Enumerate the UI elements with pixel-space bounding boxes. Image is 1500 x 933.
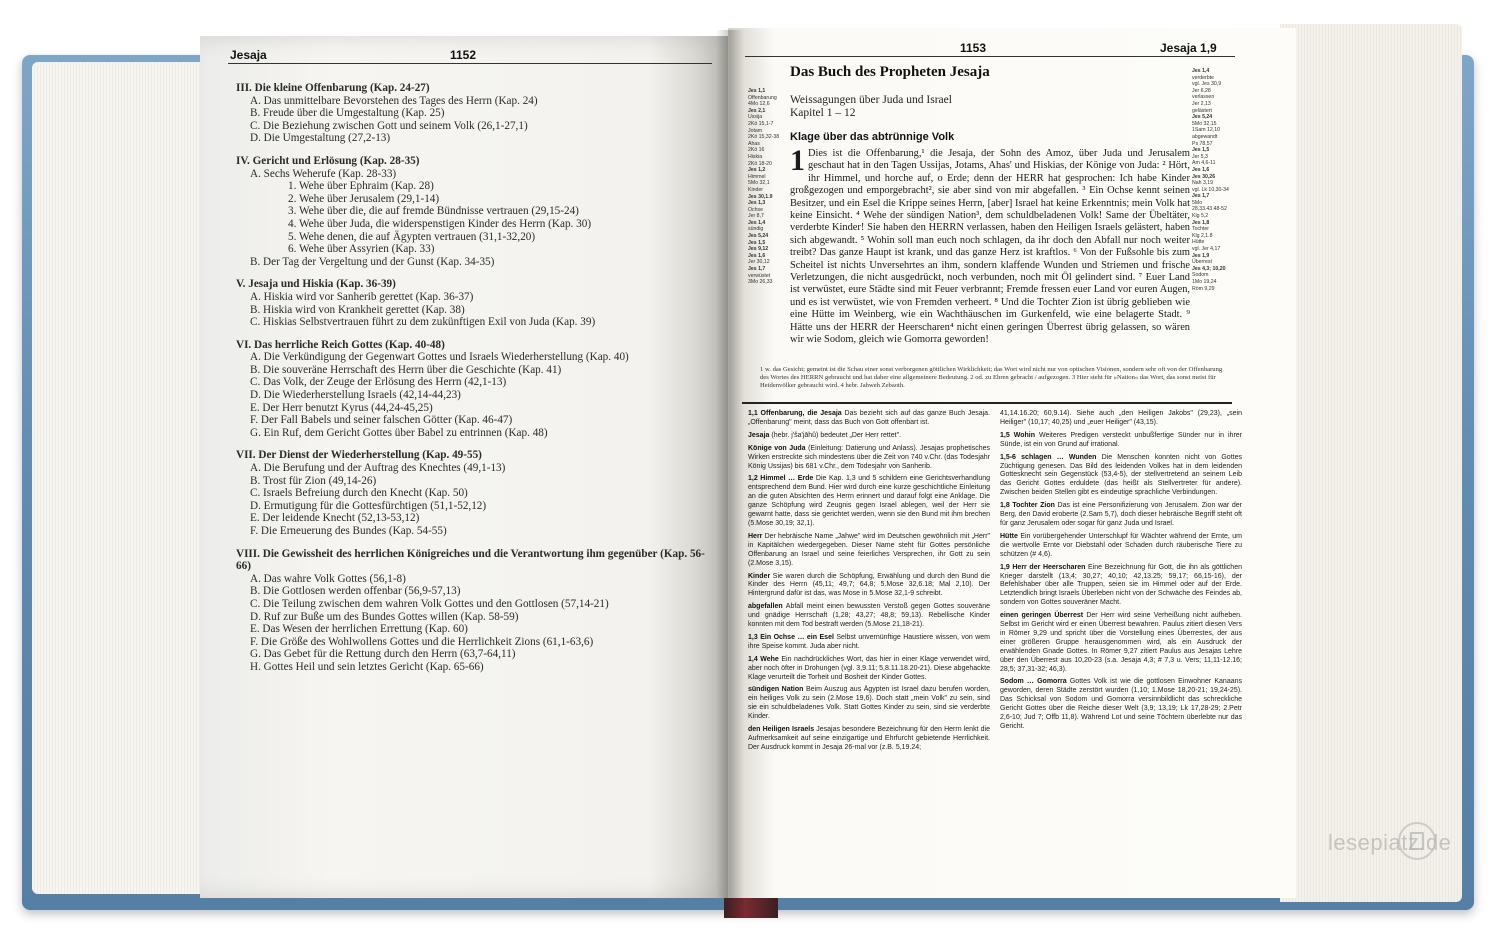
watermark: lesepiatz.de — [1328, 830, 1452, 855]
margin-reference: 5Mo — [1192, 199, 1203, 206]
margin-reference: Jes 5,24 — [748, 233, 769, 240]
left-header-rule — [228, 63, 712, 64]
margin-reference: Jes 1,6 — [1192, 166, 1210, 173]
outline-item: B. Hiskia wird von Krankheit gerettet (Kap. 38) — [250, 303, 465, 316]
commentary-entry — [748, 634, 990, 652]
commentary-keyword: 1,5-6 schlagen … Wunden — [1000, 453, 1102, 461]
division-title — [790, 94, 952, 120]
right-page-edges — [1280, 24, 1462, 902]
margin-reference: 1Mo 19,24 — [1192, 279, 1217, 285]
commentary-keyword: 1,2 Himmel … Erde — [748, 475, 816, 483]
margin-reference: Klg 5,2 — [1192, 213, 1209, 220]
outline-item: G. Ein Ruf, dem Gericht Gottes über Babel zu entrinnen (Kap. 48) — [250, 426, 548, 439]
margin-reference: Hütte — [1192, 239, 1205, 246]
watermark-book-icon — [1398, 822, 1436, 860]
commentary-text: Abfall meint einen bewussten Verstoß gegen Gottes souveräne und gnädige Herrschaft (1,28; 43,27; 48,8; 59,13). Rebellische Kinder konnten mit dem Tod bestraft werden (5.Mose 21,18-21). — [748, 603, 990, 629]
outline-item: E. Das Wesen der herrlichen Errettung (Kap. 60) — [250, 623, 468, 636]
division-title-text: Weissagungen über Juda und Israel — [790, 94, 952, 106]
margin-reference: Jes 1,2 — [748, 167, 766, 174]
margin-reference: Jes 1,5 — [1192, 147, 1210, 154]
margin-reference: Jes 9,12 — [748, 246, 769, 253]
margin-reference: Jes 1,3 — [748, 200, 766, 207]
chapter-number: 1 — [790, 144, 805, 177]
outline-item: 5. Wehe denen, die auf Ägypten vertrauen (31,1-32,20) — [288, 230, 536, 243]
margin-reference: Überrest — [1192, 259, 1212, 266]
commentary-entry — [748, 475, 990, 528]
verse-body: Dies ist die Offenbarung,¹ die Jesaja, der Sohn des Amoz, über Juda und Jerusalem geschaut hat in den Tagen Ussijas, Jotams, Ahas' und Hiskias, der Könige von Juda: ² Hört, ihr Himmel, und horche auf, o Erde; denn der HERR hat gesprochen: Ich habe Kinder großgezogen und emporgebracht², sie aber sind von mir abgefallen. ³ Ein Ochse kennt seinen Besitzer, und ein Esel die Krippe seines Herrn, [aber] Israel hat keine Erkenntnis; mein Volk hat keine Einsicht. ⁴ Wehe der sündigen Nation³, dem schuldbeladenen Volk! Same der Übeltäter, verderbte Kinder! Sie haben den HERRN verlassen, haben den Heiligen Israels gelästert, haben sich abgewandt. ⁵ Wohin soll man euch noch schlagen, da ihr doch den Abfall nur noch weiter treibt? Das ganze Haupt ist krank, und das ganze Herz ist kraftlos. ⁶ Von der Fußsohle bis zum Scheitel ist nichts Unversehrtes an ihm, sondern klaffende Wunden und Striemen und frische Verletzungen, die nicht ausgedrückt, noch verbunden, noch mit Öl gelindert sind. ⁷ Euer Land ist verwüstet, eure Städte sind mit Feuer verbrannt; Fremde fressen euer Land vor euren Augen, und es ist verwüstet, wie von Fremden verheert. ⁸ Und die Tochter Zion ist übrig geblieben wie eine Hütte im Weinberg, wie ein Wachthäuschen im Gurkenfeld, wie eine belagerte Stadt. ⁹ Hätte uns der HERR der Heerscharen⁴ nicht einen geringen Überrest übrig gelassen, so wären wir wie Sodom, gleich wie Gomorra geworden! — [790, 148, 1190, 346]
margin-reference: Jes 1,4 — [748, 219, 766, 226]
margin-reference: Jes 30,26 — [1192, 173, 1216, 180]
outline-item: A. Das unmittelbare Bevorstehen des Tages des Herrn (Kap. 24) — [250, 94, 538, 107]
outline-item: 4. Wehe über Juda, die widerspenstigen Kinder des Herrn (Kap. 30) — [288, 217, 592, 230]
outline-item: E. Der Herr benutzt Kyrus (44,24-45,25) — [250, 401, 433, 414]
outline-item: B. Die Gottlosen werden offenbar (56,9-57,13) — [250, 585, 461, 598]
margin-reference: 3Mo 26,33 — [748, 279, 773, 286]
commentary-entry — [1000, 612, 1242, 674]
commentary-entry — [748, 432, 990, 441]
margin-reference: Jes 1,6 — [748, 252, 766, 259]
footnotes: 1 w. das Gesicht; gemeint ist die Schau einer sonst verborgenen göttlichen Wirklichkeit; das Wort wird nicht nur von optischen Visionen, sondern sehr oft von der Offenbarung des Wortes des HERRN gebraucht und hat daher eine allgemeinere Bedeutung. 2 od. zu Ehren gebracht / aufgezogen. 3 Hier steht für »Nation« das Wort, das sonst meist für Heidenvölker gebraucht wird. 4 hebr. Jahweh Zebaoth. — [760, 366, 1223, 389]
commentary-text: Das ist eine Personifizierung von Jerusalem. Zion war der Berg, den David eroberte (2.Sam 5,7), doch dieser hebräische Begriff steht oft für ganz Jerusalem oder sogar für ganz Juda und Israel. — [1000, 502, 1242, 527]
commentary-entry — [1000, 678, 1242, 731]
margin-reference: verlassen — [1192, 94, 1215, 101]
commentary-text: Gottes Volk ist wie die gottlosen Einwohner Kanaans geworden, deren Städte zerstört wurden (1,10; 1.Mose 18,20-21; 19,24-25). Das Schicksal von Sodom und Gomorra versinnbildlicht das schreckliche Gericht Gottes über die Reiche dieser Welt (3,9; 13,19; Lk 17,28-29; 2.Petr 2,6-10; Jud 7; Offb 11,8). Während Lot und seine Töchtern überlebte nur das Gericht. — [1000, 678, 1242, 730]
commentary-text: (Einleitung: Datierung und Anlass). Jesajas prophetisches Wirken erstreckte sich mindestens über die Zeit von 740 v.Chr. (das Todesjahr König Ussijas) bis 681 v.Chr., dem Todesjahr von Sanherib. — [748, 444, 990, 470]
outline-item: C. Israels Befreiung durch den Knecht (Kap. 50) — [250, 487, 468, 500]
margin-reference: Ochse — [748, 206, 763, 213]
margin-reference: 2Kö 15,1-7 — [748, 120, 774, 127]
commentary-text: Eine Bezeichnung für Gott, die ihn als göttlichen Krieger darstellt (13,4; 30,27; 40,10; 42,13.25; 59,17; 66,15-16), der Befehlshaber über alle Truppen, seien sie im Himmel oder auf der Erde. Letztendlich bringt Israels Überleben nicht von der Schwäche des Feindes ab, sondern von Gottes souveräner Macht. — [1000, 563, 1242, 607]
left-page-number: 1152 — [450, 48, 477, 62]
outline-section — [236, 278, 706, 328]
gutter-shadow — [716, 30, 744, 898]
commentary-text: Jesajas besondere Bezeichnung für den Herrn lenkt die Aufmerksamkeit auf seine einzigartige und Ehrfurcht gebietende Herrlichkeit. Der Ausdruck kommt in Jesaja 26-mal vor (z.B. 5,19.24; — [748, 726, 990, 751]
commentary-entry — [748, 410, 990, 428]
margin-reference: Ps 78,57 — [1192, 140, 1213, 147]
margin-reference: vgl. Jes 30,9 — [1192, 81, 1222, 88]
outline-section-title: VIII. Die Gewissheit des herrlichen Königreiches und die Verantwortung ihm gegenüber (Kap. 56-66) — [236, 547, 705, 573]
outline-item: B. Trost für Zion (49,14-26) — [250, 474, 377, 487]
commentary-text: Beim Auszug aus Ägypten ist Israel dazu berufen worden, ein heiliges Volk zu sein (2.Mose 19,6). Doch statt „mein Volk" zu sein, sind sie ein schuldbeladenes Volk. Statt Gottes Kinder zu sein, sind sie verderbte Kinder. — [748, 686, 990, 721]
margin-references-left — [748, 88, 784, 286]
outline-item: 2. Wehe über Jerusalem (29,1-14) — [288, 192, 440, 205]
margin-reference: 2Kö 15,32-38 — [748, 134, 780, 141]
outline-item: B. Freude über die Umgestaltung (Kap. 25) — [250, 107, 445, 120]
margin-references-right — [1192, 68, 1236, 292]
margin-reference: Am 4,6-11 — [1192, 160, 1216, 167]
margin-reference: gelästert — [1192, 107, 1212, 114]
outline-section-title: III. Die kleine Offenbarung (Kap. 24-27) — [236, 82, 430, 94]
commentary-entry — [748, 573, 990, 600]
margin-reference: Klg 2,1.8 — [1192, 232, 1213, 239]
commentary-entry — [1000, 410, 1242, 428]
commentary-entry — [748, 533, 990, 569]
outline-item: D. Ruf zur Buße um des Bundes Gottes willen (Kap. 58-59) — [250, 610, 519, 623]
margin-reference: Jer 8,7 — [748, 213, 764, 220]
margin-reference: sündig — [748, 226, 764, 233]
commentary-entry — [1000, 564, 1242, 609]
margin-reference: Jes 2,1 — [748, 107, 766, 114]
outline-section — [236, 339, 706, 440]
commentary-keyword: sündigen Nation — [748, 686, 806, 694]
margin-reference: Sodom — [1192, 272, 1209, 279]
outline-item: D. Die Wiederherstellung Israels (42,14-44,23) — [250, 389, 461, 402]
book-outline — [236, 82, 706, 684]
margin-reference: vgl. Jer 4,17 — [1192, 246, 1221, 253]
margin-reference: Tochter — [1192, 226, 1210, 233]
commentary-keyword: Jesaja — [748, 431, 772, 439]
outline-section — [236, 548, 706, 674]
outline-item: H. Gottes Heil und sein letztes Gericht (Kap. 65-66) — [250, 660, 484, 673]
margin-reference: Himmel — [748, 173, 766, 180]
commentary-keyword: 1,9 Herr der Heerscharen — [1000, 563, 1089, 571]
margin-reference: 4Mo 12,6 — [748, 101, 770, 108]
commentary-keyword: Kinder — [748, 572, 773, 580]
margin-reference: Jes 1,4 — [1192, 68, 1210, 74]
margin-reference: vgl. Lk 10,30-34 — [1192, 186, 1229, 193]
outline-item: A. Hiskia wird vor Sanherib gerettet (Kap. 36-37) — [250, 290, 474, 303]
commentary-keyword: 1,8 Tochter Zion — [1000, 502, 1058, 510]
outline-item: 6. Wehe über Assyrien (Kap. 33) — [288, 243, 435, 256]
commentary-keyword: abgefallen — [748, 603, 786, 611]
margin-reference: 1Sam 12,10 — [1192, 127, 1220, 134]
commentary-entry — [748, 726, 990, 753]
outline-item: E. Der leidende Knecht (52,13-53,12) — [250, 512, 420, 525]
commentary-text: Die Menschen konnten nicht von Gottes Züchtigung genesen. Das Bild des leidenden Volkes hat in dem leidenden Gottesknecht sein Gegenstück (53,4-5), der stellvertretend an seinem Leib das Gericht Gottes erduldete (das heißt als Stellvertreter für andere). Zwischen beiden Stellen gibt es eindeutige sprachliche Verbindungen. — [1000, 453, 1242, 497]
commentary-keyword: Sodom … Gomorra — [1000, 678, 1070, 686]
outline-section — [236, 82, 706, 145]
left-running-head: Jesaja — [230, 48, 267, 62]
margin-reference: Kinder — [748, 186, 763, 193]
margin-reference: Hiskia — [748, 153, 763, 160]
margin-reference: 2Kö 18-20 — [748, 160, 772, 167]
commentary-text: Die Kap. 1,3 und 5 schildern eine Gerichtsverhandlung entsprechend dem Bund. Hier wird durch eine kurze geschichtliche Einleitung an die guten Absichten des Herrn erinnert und darauf folgt eine Anklage. Die ganze Schöpfung wird Zeugnis gegen Israel ablegen, weil der Herr sie gewarnt hatte, dass sie gerichtet werden, wenn sie den Bund mit ihm brechen (5.Mose 30,19; 32,1). — [748, 475, 991, 527]
scripture-text — [790, 144, 1190, 347]
commentary-entry — [1000, 502, 1242, 529]
outline-item: C. Die Beziehung zwischen Gott und seinem Volk (26,1-27,1) — [250, 119, 528, 132]
margin-reference: Jes 5,24 — [1192, 114, 1213, 121]
commentary-text: Ein nachdrückliches Wort, das hier in einer Klage verwendet wird, aber noch öfter in Drohungen (vgl. 3,9.11; 5,8.11.18.20-21). Diese abgehackte Klage verurteilt die Torheit und Bosheit der Kinder Gottes. — [748, 655, 990, 681]
commentary-text: Das bezieht sich auf das ganze Buch Jesaja. „Offenbarung" meint, dass das Buch von Gott offenbart ist. — [748, 410, 990, 426]
margin-reference: Jer 5,3 — [1192, 153, 1208, 160]
margin-reference: Jer 6,28 — [1192, 87, 1211, 94]
commentary-keyword: 1,3 Ein Ochse … ein Esel — [748, 633, 837, 641]
outline-item: A. Das wahre Volk Gottes (56,1-8) — [250, 572, 406, 585]
commentary-text: Der Herr wird seine Verheißung nicht aufheben. Selbst im Gericht wird er einen Überrest bewahren. Paulus zitiert diesen Vers in Römer 9,29 und spricht über die Vorstellung eines Überrestes, der aus einer größeren Gruppe herausgenommen wird, als ein Ausdruck der erwählenden Gnade Gottes. In Römer 9,27 zitiert Paulus aus Jesajas Lehre über den Überrest aus 10,20-23 (s.a. Jesaja 4,3; # 7,3 u. Vers; 11,11-12.16; 28,5; 37,31-32; 46,3). — [1000, 612, 1242, 673]
margin-reference: verwüstet — [748, 272, 771, 279]
margin-reference: 5Mo 32,15 — [1192, 120, 1217, 127]
outline-section-title: V. Jesaja und Hiskia (Kap. 36-39) — [236, 278, 396, 291]
margin-reference: abgewandt — [1192, 133, 1218, 140]
section-heading: Klage über das abtrünnige Volk — [790, 131, 955, 143]
commentary-keyword: 1,5 Wohin — [1000, 431, 1039, 439]
commentary-entry — [1000, 432, 1242, 450]
outline-item: 1. Wehe über Ephraim (Kap. 28) — [288, 180, 434, 193]
outline-item: G. Das Gebet für die Rettung durch den Herrn (63,7-64,11) — [250, 648, 516, 661]
commentary-text: 41,14.16.20; 60,9.14). Siehe auch „den Heiligen Jakobs" (29,23), „sein Heiliger" (10,17; 40,25) und „euer Heiliger" (43,15). — [1000, 410, 1242, 426]
commentary-entry — [748, 686, 990, 722]
commentary-text: Sie waren durch die Schöpfung, Erwählung und durch den Bund die Kinder des Herrn (45,11; 49,7; 64,8; 5.Mose 32,6.18; Mal 2,10). Der Hintergrund dafür ist das, was Mose in 5.Mose 32,1-9 schreibt. — [748, 572, 990, 598]
outline-item: B. Die souveräne Herrschaft des Herrn über die Geschichte (Kap. 41) — [250, 363, 562, 376]
commentary-column-right — [1000, 410, 1242, 736]
margin-reference: Jes 1,7 — [748, 266, 766, 273]
outline-item: B. Der Tag der Vergeltung und der Gunst (Kap. 34-35) — [250, 255, 495, 268]
outline-item: A. Die Verkündigung der Gegenwart Gottes und Israels Wiederherstellung (Kap. 40) — [250, 351, 629, 364]
commentary-entry — [1000, 533, 1242, 560]
outline-section-title: IV. Gericht und Erlösung (Kap. 28-35) — [236, 154, 420, 167]
book-title: Das Buch des Propheten Jesaja — [790, 64, 990, 80]
margin-reference: Offenbarung — [748, 94, 777, 101]
commentary-keyword: den Heiligen Israels — [748, 726, 817, 734]
outline-item: C. Die Teilung zwischen dem wahren Volk Gottes und den Gottlosen (57,14-21) — [250, 597, 609, 610]
margin-reference: Ahas — [748, 140, 760, 147]
margin-reference: Jes 4,3; 10,20 — [1192, 265, 1226, 272]
outline-item: C. Hiskias Selbstvertrauen führt zu dem zukünftigen Exil von Juda (Kap. 39) — [250, 316, 596, 329]
margin-reference: Nah 3,19 — [1192, 180, 1214, 187]
outline-section — [236, 155, 706, 268]
margin-reference: Jes 1,5 — [748, 239, 766, 246]
margin-reference: Ussija — [748, 114, 763, 121]
commentary-text: Der hebräische Name „Jahwe" wird im Deutschen gewöhnlich mit „Herr" in Kapitälchen wiedergegeben. Dieser Name steht für Gottes persönliche Offenbarung an Israel und seine feierliches Versprechen, ihr Gott zu sein (2.Mose 3,15). — [748, 532, 991, 567]
margin-reference: Jer 30,12 — [748, 259, 770, 266]
outline-section — [236, 449, 706, 537]
commentary-entry — [748, 656, 990, 683]
outline-item: D. Ermutigung für die Gottesfürchtigen (51,1-52,12) — [250, 499, 487, 512]
commentary-entry — [748, 445, 990, 472]
margin-reference: Jes 1,1 — [748, 88, 766, 94]
commentary-keyword: einen geringen Überrest — [1000, 612, 1087, 620]
commentary-divider — [742, 402, 1232, 404]
commentary-text: Ein vorübergehender Unterschlupf für Wächter während der Ernte, um die wertvolle Ernte vor Diebstahl oder Schaden durch räuberische Tiere zu schützen (# 4,6). — [1000, 532, 1242, 558]
outline-item: F. Der Fall Babels und seiner falschen Götter (Kap. 46-47) — [250, 414, 513, 427]
margin-reference: Jes 30,1.9 — [748, 193, 773, 200]
margin-reference: Röm 9,29 — [1192, 285, 1215, 292]
margin-reference: Jes 1,8 — [1192, 219, 1210, 226]
outline-item: 3. Wehe über die, die auf fremde Bündnisse vertrauen (29,15-24) — [288, 205, 579, 218]
margin-reference: 28,33.43.48-52 — [1192, 206, 1227, 213]
commentary-keyword: 1,4 Wehe — [748, 655, 782, 663]
outline-item: A. Sechs Weherufe (Kap. 28-33) — [250, 167, 397, 180]
outline-item: F. Die Erneuerung des Bundes (Kap. 54-55) — [250, 525, 447, 537]
left-page-edges — [32, 62, 222, 894]
margin-reference: Jes 1,9 — [1192, 252, 1210, 259]
commentary-keyword: 1,1 Offenbarung, die Jesaja — [748, 410, 845, 417]
margin-reference: 2Kö 16 — [748, 147, 765, 154]
margin-reference: Jes 1,7 — [1192, 193, 1210, 200]
commentary-text: (hebr. j'ša'jāhû) bedeutet „Der Herr rettet". — [771, 431, 902, 439]
commentary-keyword: Könige von Juda — [748, 444, 809, 452]
commentary-text: Weiteres Predigen versteckt unbußfertige Sünder nur in ihrer Sünde, ist ein von Grund auf irrational. — [1000, 431, 1243, 448]
margin-reference: verderbte — [1192, 74, 1214, 81]
right-running-head: Jesaja 1,9 — [1160, 41, 1217, 55]
division-range: Kapitel 1 – 12 — [790, 107, 856, 119]
right-page-number: 1153 — [960, 41, 987, 55]
outline-item: F. Die Größe des Wohlwollens Gottes und die Herrlichkeit Zions (61,1-63,6) — [250, 635, 594, 648]
margin-reference: 5Mo 32,1 — [748, 180, 770, 187]
outline-section-title: VII. Der Dienst der Wiederherstellung (Kap. 49-55) — [236, 449, 482, 462]
outline-section-title: VI. Das herrliche Reich Gottes (Kap. 40-48) — [236, 338, 445, 351]
outline-item: C. Das Volk, der Zeuge der Erlösung des Herrn (42,1-13) — [250, 376, 507, 389]
margin-reference: Jotam — [748, 127, 763, 134]
commentary-keyword: Herr — [748, 532, 765, 540]
outline-item: D. Die Umgestaltung (27,2-13) — [250, 132, 391, 145]
commentary-entry — [748, 603, 990, 630]
commentary-keyword: Hütte — [1000, 532, 1021, 540]
commentary-text: Selbst unvernünftige Haustiere wissen, von wem ihre Speise kommt. Juda aber nicht. — [748, 633, 991, 650]
outline-item: A. Die Berufung und der Auftrag des Knechtes (49,1-13) — [250, 462, 506, 475]
commentary-entry — [1000, 454, 1242, 499]
margin-reference: Jer 2,13 — [1192, 100, 1211, 107]
right-header-rule — [745, 56, 1235, 57]
commentary-column-left — [748, 410, 990, 757]
